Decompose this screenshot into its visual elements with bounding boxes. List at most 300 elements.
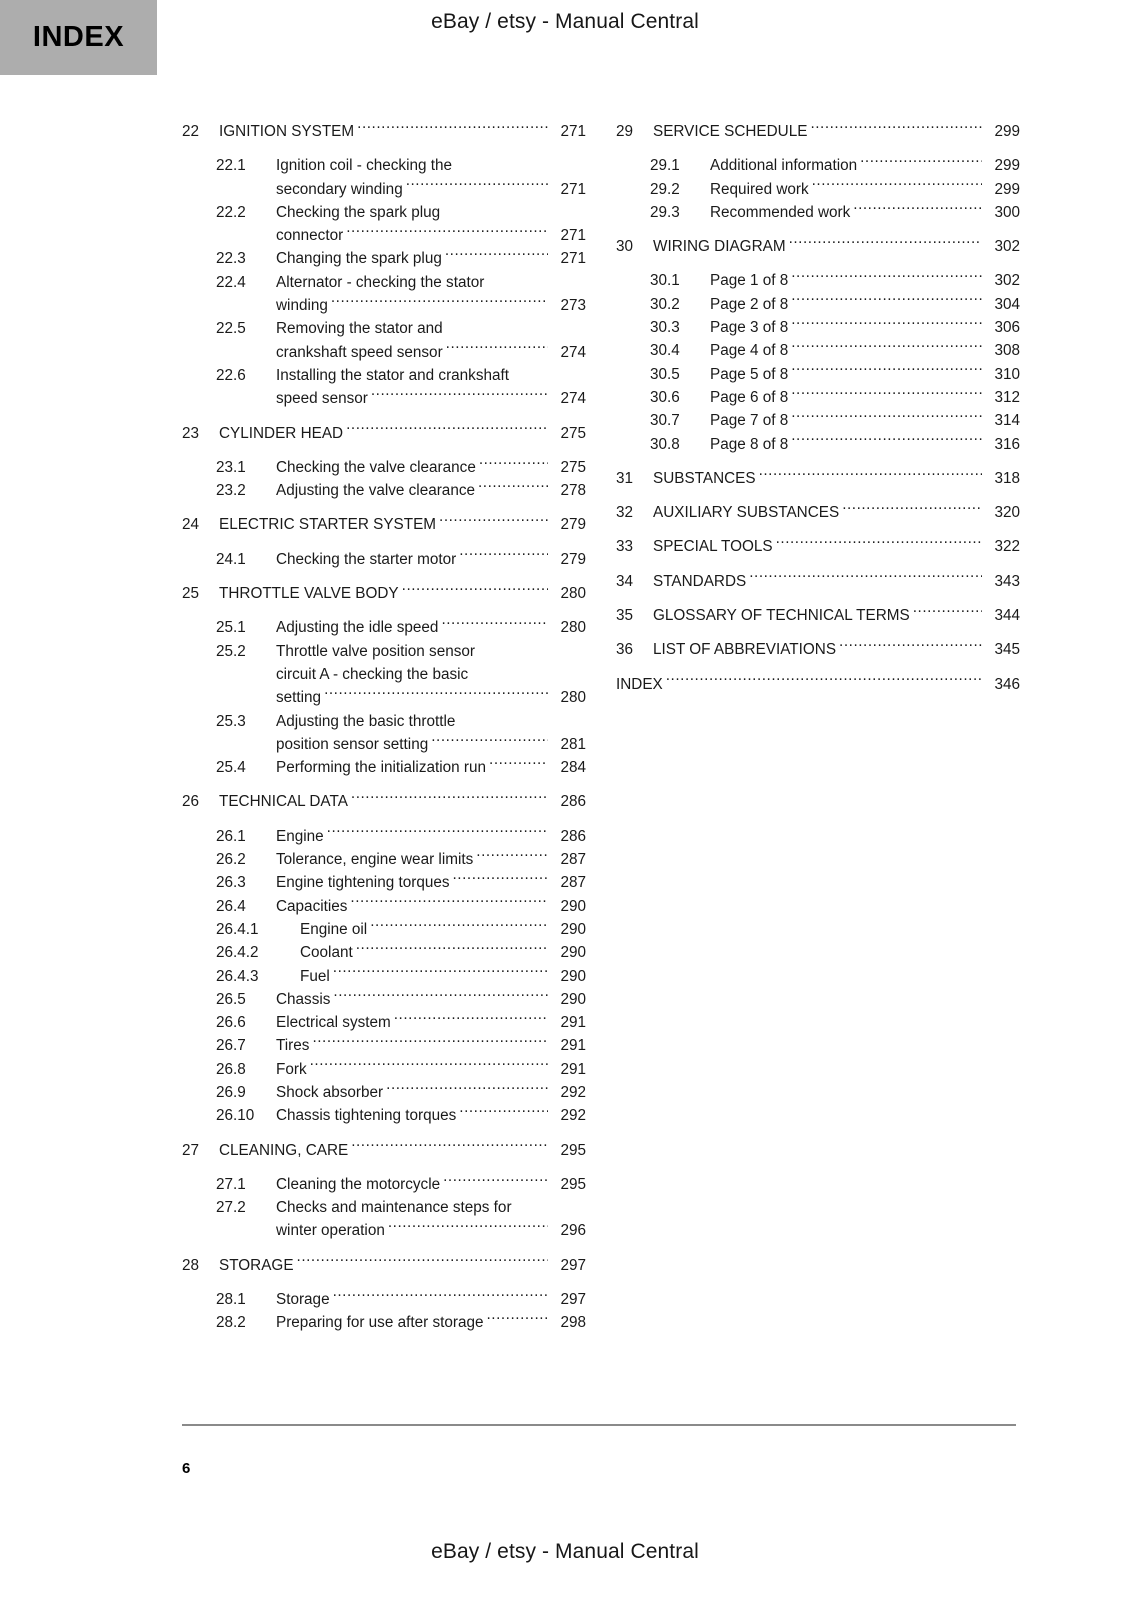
toc-entry-number: 24	[182, 516, 200, 534]
toc-leader-dots	[324, 687, 548, 702]
toc-leader-dots	[356, 942, 548, 957]
toc-leader-dots	[860, 155, 982, 170]
toc-entry-number: 25.4	[216, 759, 246, 777]
toc-entry-number: 36	[616, 641, 634, 659]
toc-entry-number: 22.4	[216, 273, 246, 291]
watermark-top: eBay / etsy - Manual Central	[431, 10, 699, 33]
toc-column-right	[616, 120, 1020, 696]
toc-leader-dots	[431, 734, 548, 749]
toc-entry[interactable]	[182, 154, 586, 177]
toc-entry-title: Checking the valve clearance	[276, 458, 476, 476]
toc-entry-number: 23.2	[216, 482, 246, 500]
toc-entry[interactable]	[182, 756, 586, 779]
toc-leader-dots	[791, 387, 982, 402]
toc-entry-title: SUBSTANCES	[653, 469, 756, 487]
toc-entry-title: Capacities	[276, 897, 348, 915]
toc-entry-number: 22	[182, 123, 200, 140]
toc-entry-page: 291	[560, 1060, 586, 1078]
toc-entry-number: 25.3	[216, 712, 246, 730]
toc-entry[interactable]	[616, 235, 1020, 258]
toc-entry-page: 271	[560, 180, 586, 198]
toc-entry[interactable]	[182, 825, 586, 848]
toc-entry-title: IGNITION SYSTEM	[219, 123, 355, 140]
toc-entry-number: 26.10	[216, 1107, 255, 1125]
toc-entry-continuation[interactable]	[182, 663, 586, 686]
toc-entry-title: Checking the spark plug	[276, 203, 441, 221]
toc-leader-dots	[459, 1105, 548, 1120]
toc-entry-number: 29.3	[650, 203, 680, 221]
toc-entry-number: 28	[182, 1256, 200, 1274]
toc-entry-number: 26.4.3	[216, 967, 259, 985]
table-of-contents	[182, 120, 1018, 1380]
toc-leader-dots	[453, 872, 549, 887]
toc-entry-page: 298	[560, 1314, 586, 1332]
toc-entry-title: Ignition coil - checking the	[276, 157, 453, 175]
toc-entry[interactable]	[616, 269, 1020, 292]
toc-leader-dots	[394, 1012, 548, 1027]
toc-entry-page: 318	[994, 469, 1020, 487]
toc-entry-page: 322	[994, 538, 1020, 556]
toc-entry-page: 271	[560, 227, 586, 245]
toc-entry-title: Coolant	[300, 944, 353, 962]
toc-entry-number: 30.4	[650, 342, 680, 360]
toc-entry[interactable]	[182, 918, 586, 941]
toc-entry-title: Tolerance, engine wear limits	[276, 851, 474, 869]
toc-entry-number: 28.1	[216, 1291, 246, 1309]
toc-entry[interactable]	[182, 582, 586, 605]
toc-entry-title: STANDARDS	[653, 572, 747, 590]
toc-leader-dots	[913, 605, 982, 620]
toc-entry-page: 296	[560, 1222, 586, 1240]
toc-entry[interactable]	[182, 422, 586, 445]
toc-entry[interactable]	[182, 965, 586, 988]
toc-entry[interactable]	[182, 1081, 586, 1104]
toc-entry-page: 290	[560, 944, 586, 962]
toc-entry-title: Checking the starter motor	[276, 550, 457, 568]
toc-entry-number: 26	[182, 793, 200, 811]
toc-entry-title: Adjusting the valve clearance	[276, 482, 475, 500]
toc-entry-title: Electrical system	[276, 1014, 391, 1032]
toc-entry-page: 346	[994, 675, 1020, 693]
toc-entry-number: 26.4.1	[216, 920, 259, 938]
toc-leader-dots	[759, 468, 982, 483]
toc-leader-dots	[515, 1197, 548, 1212]
toc-entry-number: 22.1	[216, 157, 246, 175]
toc-leader-dots	[446, 318, 548, 333]
toc-entry-title: Page 2 of 8	[710, 295, 789, 313]
toc-entry-page: 308	[994, 342, 1020, 360]
toc-entry-title: SERVICE SCHEDULE	[653, 123, 808, 140]
toc-leader-dots	[333, 989, 548, 1004]
toc-entry-page: 280	[560, 585, 586, 603]
toc-entry-title-wrapped: setting	[276, 689, 322, 707]
toc-entry[interactable]	[616, 363, 1020, 386]
toc-leader-dots	[333, 1289, 548, 1304]
toc-entry-title: Page 1 of 8	[710, 272, 789, 290]
toc-entry[interactable]	[182, 1139, 586, 1162]
toc-leader-dots	[810, 121, 982, 136]
toc-entry-page: 299	[994, 123, 1020, 140]
toc-entry-number: 26.5	[216, 990, 246, 1008]
toc-entry[interactable]	[182, 201, 586, 224]
toc-leader-dots	[791, 294, 982, 309]
toc-entry-page: 299	[994, 180, 1020, 198]
toc-entry-number: 30.2	[650, 295, 680, 313]
toc-entry[interactable]	[616, 501, 1020, 524]
toc-entry-title-wrapped: crankshaft speed sensor	[276, 343, 443, 361]
toc-leader-dots	[445, 248, 548, 263]
toc-entry-number: 29	[616, 123, 634, 140]
toc-entry-title: Storage	[276, 1291, 330, 1309]
toc-entry[interactable]	[182, 871, 586, 894]
toc-entry-number: 27.2	[216, 1199, 246, 1217]
toc-entry-page: 279	[560, 516, 586, 534]
toc-entry[interactable]	[182, 364, 586, 387]
toc-entry[interactable]	[616, 316, 1020, 339]
toc-column-left	[182, 120, 586, 1335]
toc-entry-title: Shock absorber	[276, 1083, 384, 1101]
toc-leader-dots	[791, 317, 982, 332]
toc-entry-continuation[interactable]	[182, 224, 586, 247]
toc-entry[interactable]	[182, 616, 586, 639]
toc-leader-dots	[333, 966, 548, 981]
toc-leader-dots	[478, 641, 548, 656]
toc-entry[interactable]	[616, 433, 1020, 456]
toc-entry-title: Fuel	[300, 967, 330, 985]
toc-leader-dots	[350, 896, 548, 911]
toc-entry-page: 287	[560, 851, 586, 869]
toc-entry-title: THROTTLE VALVE BODY	[219, 585, 399, 603]
toc-entry-number: 30.1	[650, 272, 680, 290]
toc-entry-title-wrapped: winter operation	[276, 1222, 385, 1240]
toc-entry-number: 29.1	[650, 157, 680, 175]
toc-entry[interactable]	[616, 638, 1020, 661]
toc-entry-number: 25.2	[216, 642, 246, 660]
toc-entry[interactable]	[182, 1034, 586, 1057]
toc-entry-number: 22.6	[216, 366, 246, 384]
toc-leader-dots	[406, 179, 548, 194]
toc-entry-page: 286	[560, 827, 586, 845]
toc-entry-page: 344	[994, 607, 1020, 625]
toc-entry-page: 290	[560, 967, 586, 985]
toc-entry[interactable]	[616, 386, 1020, 409]
toc-leader-dots	[458, 711, 548, 726]
toc-entry-number: 26.1	[216, 827, 246, 845]
toc-entry-page: 279	[560, 550, 586, 568]
toc-entry-title-wrapped: secondary winding	[276, 180, 403, 198]
toc-entry-page: 297	[560, 1291, 586, 1309]
toc-entry-page: 297	[560, 1256, 586, 1274]
toc-entry[interactable]	[616, 201, 1020, 224]
toc-entry-number: 23.1	[216, 458, 246, 476]
toc-entry-continuation[interactable]	[182, 294, 586, 317]
toc-entry[interactable]	[182, 513, 586, 536]
toc-entry[interactable]	[182, 456, 586, 479]
toc-entry-number: 26.4	[216, 897, 246, 915]
toc-entry-title: AUXILIARY SUBSTANCES	[653, 504, 840, 522]
toc-entry[interactable]	[182, 1011, 586, 1034]
toc-entry-page: 275	[560, 424, 586, 442]
toc-entry-title-wrapped: speed sensor	[276, 390, 368, 408]
toc-entry-title: Page 7 of 8	[710, 412, 789, 430]
toc-entry-page: 314	[994, 412, 1020, 430]
toc-entry-page: 316	[994, 435, 1020, 453]
toc-leader-dots	[371, 388, 548, 403]
toc-entry[interactable]	[182, 247, 586, 270]
toc-leader-dots	[749, 571, 982, 586]
toc-leader-dots	[346, 423, 548, 438]
toc-entry[interactable]	[182, 1104, 586, 1127]
toc-leader-dots	[312, 1035, 548, 1050]
toc-leader-dots	[512, 365, 548, 380]
toc-entry-number: 29.2	[650, 180, 680, 198]
toc-entry[interactable]	[616, 120, 1020, 143]
toc-entry-title: Alternator - checking the stator	[276, 273, 485, 291]
toc-entry-number: 26.9	[216, 1083, 246, 1101]
toc-entry[interactable]	[616, 339, 1020, 362]
toc-entry-page: 295	[560, 1175, 586, 1193]
toc-entry-number: 33	[616, 538, 634, 556]
toc-leader-dots	[853, 202, 982, 217]
toc-leader-dots	[489, 757, 548, 772]
toc-entry-title: Adjusting the basic throttle	[276, 712, 456, 730]
toc-entry-number: 25	[182, 585, 200, 603]
toc-entry-number: 24.1	[216, 550, 246, 568]
toc-entry-page: 312	[994, 388, 1020, 406]
toc-entry[interactable]	[182, 848, 586, 871]
toc-entry-number: 28.2	[216, 1314, 246, 1332]
toc-entry-title: Checks and maintenance steps for	[276, 1199, 512, 1217]
toc-entry-number: 34	[616, 572, 634, 590]
toc-entry-page: 302	[994, 272, 1020, 290]
toc-entry-page: 281	[560, 735, 586, 753]
toc-leader-dots	[812, 179, 982, 194]
toc-entry[interactable]	[182, 1196, 586, 1219]
toc-entry-page: 300	[994, 203, 1020, 221]
toc-leader-dots	[443, 1174, 548, 1189]
toc-entry-title-wrapped: circuit A - checking the basic	[276, 665, 469, 683]
toc-entry-page: 345	[994, 641, 1020, 659]
toc-entry-page: 290	[560, 990, 586, 1008]
toc-entry-title-wrapped: winding	[276, 297, 328, 315]
toc-entry-continuation[interactable]	[182, 341, 586, 364]
toc-entry-page: 302	[994, 238, 1020, 256]
toc-leader-dots	[310, 1059, 548, 1074]
toc-leader-dots	[441, 617, 548, 632]
toc-entry[interactable]	[616, 604, 1020, 627]
toc-entry-title: Additional information	[710, 157, 858, 175]
toc-leader-dots	[331, 295, 548, 310]
toc-entry-number: 22.5	[216, 320, 246, 338]
toc-entry-page: 291	[560, 1037, 586, 1055]
toc-entry-continuation[interactable]	[182, 387, 586, 410]
toc-leader-dots	[487, 272, 548, 287]
toc-entry[interactable]	[616, 570, 1020, 593]
toc-leader-dots	[791, 434, 982, 449]
toc-entry[interactable]	[182, 1311, 586, 1334]
toc-entry-number: 26.4.2	[216, 944, 259, 962]
toc-entry-page: 292	[560, 1107, 586, 1125]
toc-entry[interactable]	[616, 535, 1020, 558]
toc-entry-title: Chassis	[276, 990, 331, 1008]
toc-entry-number: 30	[616, 238, 634, 256]
page-number: 6	[182, 1460, 191, 1477]
toc-entry-number: 27	[182, 1141, 200, 1159]
toc-entry-number: 31	[616, 469, 634, 487]
toc-entry-title: WIRING DIAGRAM	[653, 238, 786, 256]
toc-entry[interactable]	[182, 548, 586, 571]
toc-entry-title: Installing the stator and crankshaft	[276, 366, 509, 384]
toc-leader-dots	[776, 536, 982, 551]
toc-entry-page: 278	[560, 482, 586, 500]
toc-entry-page: 274	[560, 390, 586, 408]
toc-entry-title: STORAGE	[219, 1256, 294, 1274]
toc-entry-number: 26.7	[216, 1037, 246, 1055]
toc-entry-title: Throttle valve position sensor	[276, 642, 475, 660]
toc-entry-page: 291	[560, 1014, 586, 1032]
toc-entry-continuation[interactable]	[182, 1219, 586, 1242]
watermark-bottom: eBay / etsy - Manual Central	[431, 1540, 699, 1563]
toc-entry-page: 343	[994, 572, 1020, 590]
toc-leader-dots	[351, 791, 548, 806]
toc-entry[interactable]	[182, 479, 586, 502]
toc-leader-dots	[346, 225, 548, 240]
toc-entry[interactable]	[182, 120, 586, 143]
toc-leader-dots	[388, 1220, 548, 1235]
toc-entry-number: 30.5	[650, 365, 680, 383]
toc-leader-dots	[666, 674, 982, 689]
toc-entry-title: CYLINDER HEAD	[219, 424, 344, 442]
toc-entry-page: 271	[560, 123, 586, 140]
toc-leader-dots	[486, 1312, 548, 1327]
toc-entry[interactable]	[182, 640, 586, 663]
toc-entry-number: 25.1	[216, 619, 246, 637]
toc-leader-dots	[842, 502, 982, 517]
toc-leader-dots	[791, 270, 982, 285]
toc-entry[interactable]	[182, 317, 586, 340]
toc-entry-number: 27.1	[216, 1175, 246, 1193]
toc-leader-dots	[789, 236, 982, 251]
toc-entry-number: 26.3	[216, 874, 246, 892]
toc-entry-page: 292	[560, 1083, 586, 1101]
toc-entry-title: TECHNICAL DATA	[219, 793, 348, 811]
toc-leader-dots	[351, 1140, 548, 1155]
toc-entry-number: 30.7	[650, 412, 680, 430]
toc-entry-number: 22.3	[216, 250, 246, 268]
toc-entry-page: 320	[994, 504, 1020, 522]
toc-entry-title: SPECIAL TOOLS	[653, 538, 773, 556]
toc-entry-page: 280	[560, 689, 586, 707]
toc-entry-title: CLEANING, CARE	[219, 1141, 349, 1159]
toc-entry-number: 26.6	[216, 1014, 246, 1032]
toc-entry[interactable]	[616, 409, 1020, 432]
toc-entry[interactable]	[182, 1058, 586, 1081]
footer-divider	[182, 1424, 1016, 1426]
toc-entry-title-wrapped: position sensor setting	[276, 735, 429, 753]
toc-leader-dots	[478, 480, 548, 495]
toc-entry-page: 287	[560, 874, 586, 892]
toc-entry-title: GLOSSARY OF TECHNICAL TERMS	[653, 607, 910, 625]
toc-entry[interactable]	[616, 673, 1020, 696]
toc-entry-continuation[interactable]	[182, 733, 586, 756]
toc-leader-dots	[479, 457, 548, 472]
toc-entry-title: Page 6 of 8	[710, 388, 789, 406]
toc-leader-dots	[446, 342, 548, 357]
toc-entry-title: Engine oil	[300, 920, 368, 938]
toc-entry-number: 30.3	[650, 319, 680, 337]
toc-entry-continuation[interactable]	[182, 178, 586, 201]
toc-entry[interactable]	[182, 988, 586, 1011]
toc-entry-page: 299	[994, 157, 1020, 175]
toc-entry[interactable]	[182, 790, 586, 813]
toc-entry-number: 23	[182, 424, 200, 442]
toc-entry-title: Page 8 of 8	[710, 435, 789, 453]
toc-leader-dots	[791, 410, 982, 425]
toc-entry-page: 273	[560, 297, 586, 315]
toc-entry-title: Cleaning the motorcycle	[276, 1175, 441, 1193]
toc-entry[interactable]	[182, 1254, 586, 1277]
toc-entry-title: Recommended work	[710, 203, 851, 221]
toc-entry-number: 26.2	[216, 851, 246, 869]
toc-entry[interactable]	[182, 1288, 586, 1311]
toc-leader-dots	[402, 583, 548, 598]
toc-entry-page: 295	[560, 1141, 586, 1159]
toc-entry-page: 275	[560, 458, 586, 476]
toc-entry[interactable]	[182, 1173, 586, 1196]
toc-entry[interactable]	[616, 293, 1020, 316]
toc-entry[interactable]	[182, 895, 586, 918]
toc-entry[interactable]	[182, 710, 586, 733]
toc-entry-page: 280	[560, 619, 586, 637]
toc-leader-dots	[443, 202, 548, 217]
toc-leader-dots	[476, 849, 548, 864]
toc-entry-title-wrapped: connector	[276, 227, 344, 245]
toc-entry[interactable]	[616, 154, 1020, 177]
toc-entry-title: ELECTRIC STARTER SYSTEM	[219, 516, 437, 534]
toc-entry-page: 284	[560, 759, 586, 777]
toc-entry[interactable]	[616, 178, 1020, 201]
toc-entry-continuation[interactable]	[182, 686, 586, 709]
toc-entry-number: 22.2	[216, 203, 246, 221]
toc-leader-dots	[791, 340, 982, 355]
toc-entry-title: INDEX	[616, 675, 663, 693]
toc-entry-page: 271	[560, 250, 586, 268]
toc-entry-title: Page 5 of 8	[710, 365, 789, 383]
toc-entry-title: Adjusting the idle speed	[276, 619, 439, 637]
toc-entry-title: Page 4 of 8	[710, 342, 789, 360]
toc-leader-dots	[791, 364, 982, 379]
toc-leader-dots	[471, 664, 548, 679]
toc-leader-dots	[839, 639, 982, 654]
toc-entry-title: Page 3 of 8	[710, 319, 789, 337]
toc-entry-page: 306	[994, 319, 1020, 337]
toc-leader-dots	[357, 121, 548, 136]
toc-entry[interactable]	[182, 271, 586, 294]
toc-entry-page: 290	[560, 897, 586, 915]
toc-entry-number: 30.6	[650, 388, 680, 406]
toc-leader-dots	[386, 1082, 548, 1097]
toc-entry-title: Performing the initialization run	[276, 759, 487, 777]
toc-entry-title: Chassis tightening torques	[276, 1107, 457, 1125]
toc-entry-number: 32	[616, 504, 634, 522]
index-tab-label: INDEX	[32, 21, 125, 53]
toc-entry-page: 286	[560, 793, 586, 811]
toc-entry-title: Tires	[276, 1037, 310, 1055]
toc-entry[interactable]	[182, 941, 586, 964]
toc-entry-title: Fork	[276, 1060, 307, 1078]
toc-entry-title: Changing the spark plug	[276, 250, 442, 268]
toc-entry[interactable]	[616, 467, 1020, 490]
